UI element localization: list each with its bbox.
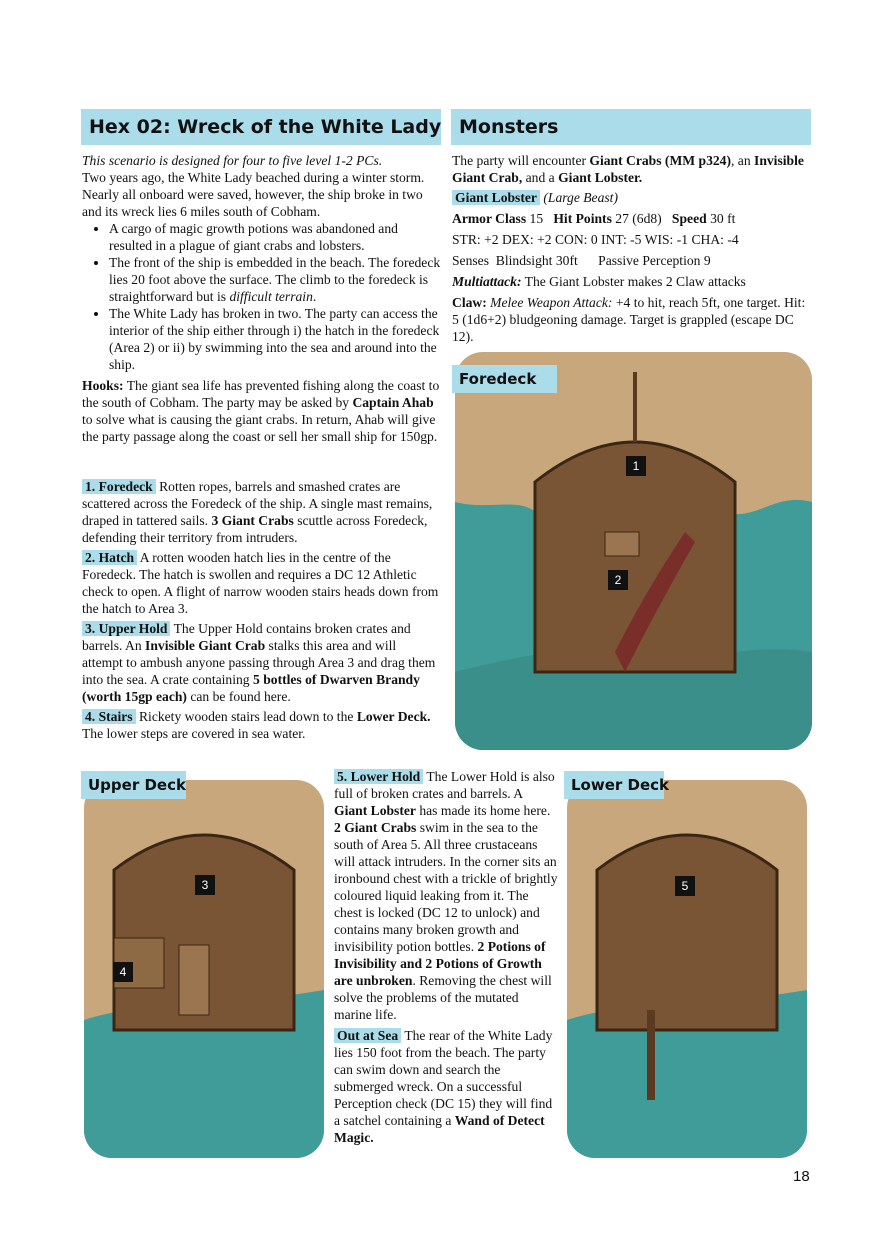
map-marker-5: 5 xyxy=(675,876,695,896)
area-text: stalks this area and will attempt to ambush anyone passing through Area 3 and drag them into the sea. A crate containing xyxy=(82,638,436,687)
area-text: has made its home here. xyxy=(415,803,551,818)
area-bold: Wand of Detect Magic. xyxy=(334,1113,545,1145)
foredeck-map-art xyxy=(455,352,812,750)
area-text: The lower steps are covered in sea water. xyxy=(82,726,306,741)
lower-deck-label: Lower Deck xyxy=(564,771,664,799)
upper-deck-label: Upper Deck xyxy=(81,771,186,799)
upper-deck-map xyxy=(84,780,324,1158)
area-text: Rotten ropes, barrels and smashed crates are scattered across the Foredeck of the ship. A single mast remains, draped in tattered sails. xyxy=(82,479,433,528)
monsters-bold: Giant Crabs (MM p324) xyxy=(589,153,731,168)
lower-deck-map xyxy=(567,780,807,1158)
bullet-text: The front of the ship is embedded in the beach. The foredeck lies 20 foot above the surface. The climb to the foredeck is straightforward but is xyxy=(109,255,441,304)
area-5 xyxy=(334,768,558,1023)
area-1-tag: 1. Foredeck xyxy=(82,479,156,494)
statblock-multiattack xyxy=(452,273,810,290)
hooks-paragraph xyxy=(82,377,442,445)
intro-text: Two years ago, the White Lady beached during a winter storm. Nearly all onboard were saved, however, the ship broke in two and its wreck lies 6 miles south of Cobham. xyxy=(82,170,425,219)
middle-column xyxy=(334,768,558,1146)
bullet-text: The White Lady has broken in two. The party can access the interior of the ship either through i) the hatch in the foredeck (Area 2) or ii) by swimming into the sea and around into the ship. xyxy=(109,306,440,372)
area-bold: Lower Deck. xyxy=(356,709,431,724)
area-text: The Lower Hold is also full of broken crates and barrels. A xyxy=(334,769,555,801)
map-marker-2: 2 xyxy=(608,570,628,590)
area-text: can be found here. xyxy=(186,689,291,704)
area-sea-tag: Out at Sea xyxy=(334,1028,401,1043)
speed-label: Speed xyxy=(671,211,707,226)
left-column xyxy=(82,152,442,445)
area-bold: Giant Lobster xyxy=(334,803,416,818)
area-bold: 2 Potions of Invisibility and 2 Potions of Growth are unbroken xyxy=(334,939,546,988)
hp-label: Hit Points xyxy=(553,211,612,226)
area-text: The rear of the White Lady lies 150 foot from the beach. The party can swim down and search the submerged wreck. On a successful Perception check (DC 15) they will find a satchel containing a xyxy=(334,1028,553,1128)
statblock-defense xyxy=(452,210,810,227)
monsters-text: , an xyxy=(731,153,755,168)
ac-label: Armor Class xyxy=(452,211,527,226)
multiattack-text: The Giant Lobster makes 2 Claw attacks xyxy=(521,274,746,289)
bullet-item xyxy=(109,305,442,373)
area-bold: 5 bottles of Dwarven Brandy (worth 15gp each) xyxy=(82,672,420,704)
multiattack-label: Multiattack: xyxy=(452,274,522,289)
area-3 xyxy=(82,620,440,705)
bullet-item xyxy=(109,220,442,254)
area-text: The Upper Hold contains broken crates and barrels. An xyxy=(82,621,411,653)
monster-name-tag: Giant Lobster xyxy=(452,190,540,205)
intro-italic: This scenario is designed for four to five level 1-2 PCs. xyxy=(82,153,383,168)
area-sea xyxy=(334,1027,558,1146)
hooks-text: The giant sea life has prevented fishing along the coast to the south of Cobham. The party may be asked by xyxy=(82,378,440,410)
monsters-text: The party will encounter xyxy=(452,153,590,168)
area-5-tag: 5. Lower Hold xyxy=(334,769,423,784)
hp-value: 27 (6d8) xyxy=(611,211,662,226)
claw-label: Claw: xyxy=(452,295,487,310)
area-4 xyxy=(82,708,440,742)
area-4-tag: 4. Stairs xyxy=(82,709,136,724)
area-2 xyxy=(82,549,440,617)
foredeck-map xyxy=(455,352,812,750)
area-text: A rotten wooden hatch lies in the centre of the Foredeck. The hatch is swollen and requires a DC 12 Athletic check to open. A flight of narrow wooden stairs heads down from the hatch to Area 3. xyxy=(82,550,439,616)
map-marker-1: 1 xyxy=(626,456,646,476)
claw-emphasis: Melee Weapon Attack: xyxy=(490,295,613,310)
monsters-bold: Giant Lobster. xyxy=(558,170,643,185)
monsters-intro xyxy=(452,152,810,186)
area-bold: 2 Giant Crabs xyxy=(334,820,417,835)
monster-type: (Large Beast) xyxy=(543,190,618,205)
hooks-text: to solve what is causing the giant crabs. In return, Ahab will give the party passage along the coast or sell her small ship for 150gp. xyxy=(82,412,438,444)
area-1 xyxy=(82,478,440,546)
area-text: scuttle across Foredeck, defending their territory from intruders. xyxy=(82,513,428,545)
statblock-abilities: STR: +2 DEX: +2 CON: 0 INT: -5 WIS: -1 CHA: -4 xyxy=(452,232,739,247)
statblock-name xyxy=(452,189,810,206)
bullet-item xyxy=(109,254,442,305)
areas-column xyxy=(82,478,440,742)
hooks-label: Hooks: xyxy=(82,378,124,393)
statblock-senses: Senses Blindsight 30ft Passive Perception 9 xyxy=(452,253,711,268)
bullet-text: . xyxy=(312,289,317,304)
page-title: Hex 02: Wreck of the White Lady xyxy=(81,109,441,145)
claw-text: +4 to hit, reach 5ft, one target. Hit: 5 (1d6+2) bludgeoning damage. Target is grappled (escape DC 12). xyxy=(452,295,806,344)
area-2-tag: 2. Hatch xyxy=(82,550,137,565)
monsters-column xyxy=(452,152,810,345)
statblock-claw xyxy=(452,294,810,345)
map-marker-4: 4 xyxy=(113,962,133,982)
monsters-text: and a xyxy=(522,170,559,185)
lower-deck-map-art xyxy=(567,780,807,1158)
area-text: Rickety wooden stairs lead down to the xyxy=(135,709,357,724)
area-text: swim in the sea to the south of Area 5. All three crustaceans will attack intruders. In the corner sits an ironbound chest with a trickle of brightly coloured liquid leaking from it. The chest is locked (DC 12 to unlock) and contains many broken growth and invisibility potion bottles. xyxy=(334,820,558,954)
bullet-text: A cargo of magic growth potions was abandoned and resulted in a plague of giant crabs and lobsters. xyxy=(109,221,398,253)
map-marker-3: 3 xyxy=(195,875,215,895)
bullet-list xyxy=(82,220,442,373)
area-bold: Invisible Giant Crab xyxy=(145,638,266,653)
area-text: . Removing the chest will solve the problems of the mutated marine life. xyxy=(334,973,552,1022)
speed-value: 30 ft xyxy=(706,211,736,226)
foredeck-label: Foredeck xyxy=(452,365,557,393)
monsters-bold: Invisible Giant Crab, xyxy=(452,153,804,185)
page-number: 18 xyxy=(793,1168,810,1185)
ac-value: 15 xyxy=(526,211,544,226)
monsters-header: Monsters xyxy=(451,109,811,145)
captain-ahab: Captain Ahab xyxy=(352,395,434,410)
area-bold: 3 Giant Crabs xyxy=(211,513,294,528)
bullet-emphasis: difficult terrain xyxy=(229,289,313,304)
area-3-tag: 3. Upper Hold xyxy=(82,621,170,636)
